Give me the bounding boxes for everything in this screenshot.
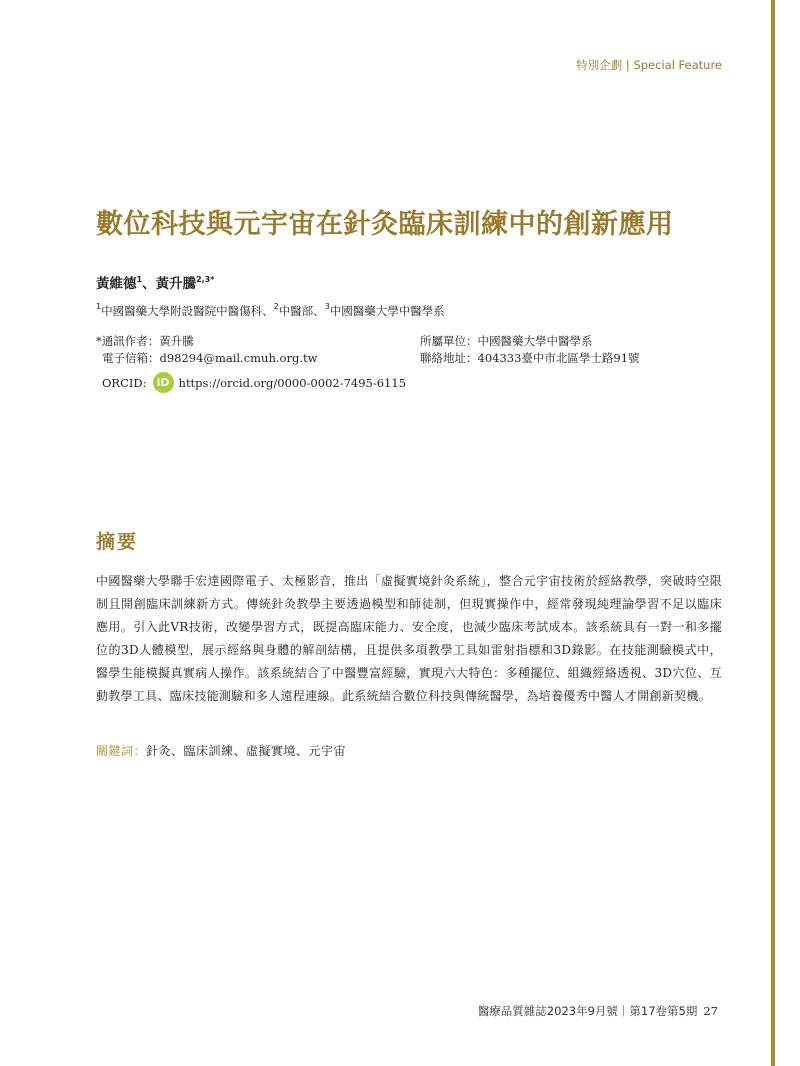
affiliation-text: 中國醫藥大學附設醫院中醫傷科、 <box>101 304 274 318</box>
keywords-label: 關鍵詞： <box>96 744 147 758</box>
section-label: 特別企劃 | Special Feature <box>576 58 722 72</box>
author-list <box>96 272 214 292</box>
orcid-link[interactable]: https://orcid.org/0000-0002-7495-6115 <box>178 375 407 390</box>
abstract-heading: 摘要 <box>96 531 139 553</box>
orcid-label: ORCID: <box>102 375 147 390</box>
affiliation-marker: 3 <box>324 302 330 311</box>
abstract-body: 中國醫藥大學聯手宏達國際電子、太極影音，推出「虛擬實境針灸系統」，整合元宇宙技術於經絡教學，突破時空限制且開創臨床訓練新方式。傳統針灸教學主要透過模型和師徒制，但現實操作中，經常發現純理論學習不足以臨床應用。引入此VR技術，改變學習方式，既提高臨床能力、安全度，也減少臨床考試成本。該系統具有一對一和多擺位的3D人體模型，展示經絡與身體的解剖結構，且提供多項教學工具如雷射指標和3D錄影。在技能測驗模式中，醫學生能模擬真實病人操作。該系統結合了中醫豐富經驗，實現六大特色：多種擺位、組織經絡透視、3D穴位、互動教學工具、臨床技能測驗和多人遠程連線。此系統結合數位科技與傳統醫學，為培養優秀中醫人才開創新契機。 <box>96 574 722 703</box>
mailing-address: 聯絡地址：404333臺中市北區學士路91號 <box>420 351 640 365</box>
orcid-icon: iD <box>153 372 174 393</box>
author-name: 黃升騰 <box>155 276 197 292</box>
affiliation-marker: 1 <box>96 302 102 311</box>
affiliation-marker: 2,3* <box>196 275 215 284</box>
email-line: 電子信箱：d98294@mail.cmuh.org.tw <box>102 351 318 365</box>
author-name: 黃維德 <box>96 276 137 292</box>
journal-info: 醫療品質雜誌2023年9月號｜第17卷第5期 <box>477 1004 698 1018</box>
affiliation-marker: 1 <box>136 275 143 284</box>
page-number: 27 <box>703 1004 718 1018</box>
decorative-side-bar <box>771 0 775 1066</box>
affiliation-text: 中醫部、 <box>278 304 325 318</box>
author-separator: 、 <box>142 276 156 292</box>
corresponding-author: *通訊作者：黃升騰 <box>96 334 194 348</box>
affiliations <box>96 302 445 319</box>
article-title: 數位科技與元宇宙在針灸臨床訓練中的創新應用 <box>96 209 674 240</box>
affiliation-marker: 2 <box>273 302 279 311</box>
orcid-line <box>102 372 406 393</box>
affiliation-unit: 所屬單位：中國醫藥大學中醫學系 <box>420 334 593 348</box>
keywords-line <box>96 742 346 759</box>
keywords-values: 針灸、臨床訓練、虛擬實境、元宇宙 <box>146 744 347 758</box>
page-footer <box>478 1003 718 1019</box>
affiliation-text: 中國醫藥大學中醫學系 <box>329 304 445 318</box>
